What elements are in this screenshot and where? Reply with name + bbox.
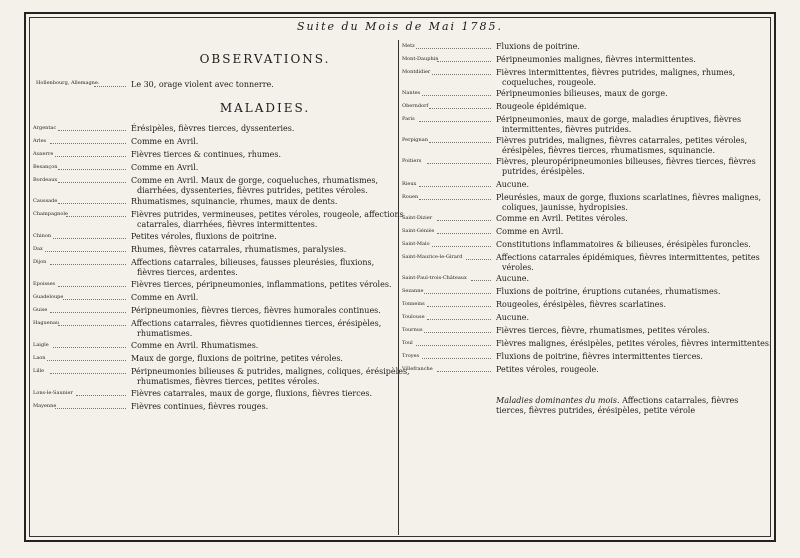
entry-text-line: coqueluches, rougeole. [502,77,596,87]
dotted-leader [424,332,491,333]
entry-text-line: Fièvres tierces, fièvre, rhumatismes, petites véroles. [496,326,710,335]
entry-place: Caussade [33,198,58,204]
dotted-leader [429,108,491,109]
dotted-leader [424,293,491,294]
dotted-leader [471,280,491,281]
entry-place: Rieux [402,181,417,187]
dotted-leader [416,345,491,346]
dominant-text: Affections catarrales, fièvres tierces, fièvres putrides, érésipèles, petite vérole [496,396,739,415]
running-head: Suite du Mois de Mai 1785. [296,20,504,33]
entry-text-line: fièvres tierces, ardentes. [137,267,238,277]
dotted-leader [94,86,126,87]
entry-text-line: Maux de gorge, fluxions de poitrine, petites véroles. [131,354,343,363]
entry-text-line: Rougeole épidémique. [496,102,587,111]
entry-place: Metz [402,43,415,49]
entry-text-line: Fièvres continues, fièvres rouges. [131,402,269,411]
entry-place: Villefranche [402,366,433,372]
entry-text-line: Petites véroles, fluxions de poitrine. [131,232,277,241]
dotted-leader [50,373,126,374]
entry-text-line: putrides, érésipèles. [502,166,585,176]
entry-text-line: Affections catarrales, fièvres quotidiennes tierces, érésipèles, [131,319,382,328]
entry-place: Auxerre [33,151,54,157]
entry-place: Toul [402,340,413,346]
dotted-leader [419,186,491,187]
entry-text-line: érésipèles, fièvres tierces, rhumatismes, squinancie. [502,145,716,155]
entry-text-line: Péripneumonies bilieuses, maux de gorge. [496,89,668,98]
entry-text-line: Fièvres putrides, malignes, fièvres catarrales, petites véroles, [496,136,748,145]
entry-place: Arles [33,138,47,144]
entry-place: Argentac [33,125,57,131]
dotted-leader [419,121,491,122]
dotted-leader [63,299,126,300]
entry-text-line: Fluxions de poitrine, fièvres intermittentes tierces. [496,352,703,361]
entry-text-line: Pleurésies, maux de gorge, fluxions scarlatines, fièvres malignes, [496,193,762,202]
maladies-heading: MALADIES. [219,101,311,115]
entry-text-line: Fluxions de poitrine. [496,42,580,51]
entry-place: Poitiers [402,158,422,164]
entry-place: Laon [33,355,46,361]
entry-text-line: Fluxions de poitrine, éruptions cutanées, rhumatismes. [496,287,721,296]
entry-place: Mont-Dauphin [402,56,439,62]
entry-text-line: Fièvres catarrales, maux de gorge, fluxions, fièvres tierces. [131,389,373,398]
dotted-leader [437,371,491,372]
entry-place: Bordeaux [33,177,58,183]
entry-text-line: Fièvres tierces & continues, rhumes. [131,150,281,159]
entry-text-line: Comme en Avril. Rhumatismes. [131,341,259,350]
dotted-leader [50,143,126,144]
dotted-leader [50,312,126,313]
entry-text-line: Fièvres intermittentes, fièvres putrides, malignes, rhumes, [496,68,736,77]
entry-place: Tonneins [402,301,425,307]
entry-place: Laigle [33,342,49,348]
entry-text-line: intermittentes, fièvres putrides. [502,124,632,134]
dotted-leader [55,156,126,157]
entry-place: Epoisses [33,281,56,287]
entry-place: Sezanne [402,288,424,294]
entry-text-line: véroles. [502,262,534,272]
entry-place: Dijon [33,259,47,265]
dotted-leader [466,259,491,260]
entry-text-line: Comme en Avril. [131,163,199,172]
entry-text-line: Petites véroles, rougeole. [496,365,599,374]
entry-place: Dax [33,246,43,252]
entry-place: Chinon [33,233,52,239]
entry-text-line: Aucune. [496,180,529,189]
entry-place: Troyes [402,353,420,359]
entry-place: Montdidier [402,69,431,75]
observation-text: Le 30, orage violent avec tonnerre. [131,80,274,89]
entry-text-line: Fièvres putrides, vermineuses, petites véroles, rougeole, affections [131,210,404,219]
entry-text-line: diarrhées, dyssenteries, fièvres putrides, petites véroles. [137,185,368,195]
entry-place: Perpignan [402,137,428,143]
entry-text-line: coliques, jaunisse, hydropisies. [502,202,628,212]
entry-place: Besançon [33,164,58,170]
entry-place: Mayenne [33,403,57,409]
entry-text-line: Péripneumonies malignes, fièvres intermittentes. [496,55,696,64]
dotted-leader [416,48,491,49]
entry-text-line: Affections catarrales épidémiques, fièvres intermittentes, petites [496,253,760,262]
entry-place: Tournus [402,327,423,333]
dotted-leader [58,182,126,183]
dotted-leader [419,199,491,200]
entry-place: Paris [402,116,415,122]
entry-text-line: Érésipèles, fièvres tierces, dyssenteries. [131,124,295,133]
dotted-leader [437,233,491,234]
entry-place: Saint-Géniès [402,228,435,234]
entry-text-line: Comme en Avril. Maux de gorge, coqueluches, rhumatismes, [131,176,378,185]
dotted-leader [58,130,126,131]
observations-heading: OBSERVATIONS. [199,52,331,66]
entry-text-line: Péripneumonies, maux de gorge, maladies éruptives, fièvres [496,115,742,124]
entry-text-line: Comme en Avril. [131,293,199,302]
dotted-leader [422,358,491,359]
entry-text-line: Aucune. [496,274,529,283]
dominant-label: Maladies dominantes du mois. [496,396,620,405]
entry-place: Guise [33,307,48,313]
entry-place: Nantes [402,90,421,96]
dotted-leader [427,319,491,320]
dotted-leader [58,169,126,170]
entry-place: Saint-Paul-trois-Châteaux [402,275,467,281]
entry-place: Rouen [402,194,419,200]
dotted-leader [427,306,491,307]
dotted-leader [58,286,126,287]
entry-place: Champagnole [33,211,68,217]
dotted-leader [58,325,126,326]
entry-place: Guadeloupe [33,294,64,300]
dotted-leader [429,142,491,143]
entry-text-line: Fièvres, pleuropéripneumonies bilieuses, fièvres tierces, fièvres [496,157,756,166]
entry-text-line: Rhumes, fièvres catarrales, rhumatismes, paralysies. [131,245,347,254]
entry-text-line: Comme en Avril. Petites véroles. [496,214,628,223]
entry-place: Oberndorf [402,103,429,109]
dominant-diseases [496,396,766,416]
entry-text-line: catarrales, diarrhées, fièvres intermittentes. [137,219,318,229]
dotted-leader [45,251,126,252]
dotted-leader [437,61,491,62]
entry-text-line: Fièvres tierces, péripneumonies, inflammations, petites véroles. [131,280,392,289]
entry-place: Saint-Maurice-le-Girard [402,254,463,260]
entry-place: Lille [33,368,45,374]
entry-text-line: rhumatismes. [137,328,193,338]
dotted-leader [76,395,126,396]
entry-text-line: rhumatismes, fièvres tierces, petites véroles. [137,376,320,386]
dotted-leader [47,360,126,361]
dotted-leader [422,95,491,96]
entry-text-line: Comme en Avril. [131,137,199,146]
dotted-leader [50,264,126,265]
dotted-leader [53,347,126,348]
dotted-leader [55,408,126,409]
entry-text-line: Rhumatismes, squinancie, rhumes, maux de dents. [131,197,338,206]
entry-text-line: Péripneumonies, fièvres tierces, fièvres humorales continues. [131,306,381,315]
entry-place: Saint-Malo [402,241,430,247]
entry-place: Toulouse [402,314,425,320]
dotted-leader [432,74,491,75]
dotted-leader [58,203,126,204]
entry-text-line: Affections catarrales, bilieuses, fausses pleurésies, fluxions, [131,258,375,267]
entry-text-line: Péripneumonies bilieuses & putrides, malignes, coliques, érésipèles, [131,367,410,376]
dotted-leader [66,216,126,217]
entry-place: Lons-le-Saunier [33,390,73,396]
entry-text-line: Fièvres malignes, érésipèles, petites véroles, fièvres intermittentes. [496,339,772,348]
entry-text-line: Aucune. [496,313,529,322]
dotted-leader [432,246,491,247]
dotted-leader [53,238,126,239]
observation-place: Hollenbourg, Allemagne. [36,80,100,86]
dotted-leader [437,220,491,221]
entry-place: Saint-Dizier [402,215,433,221]
entry-text-line: Comme en Avril. [496,227,564,236]
entry-text-line: Rougeoles, érésipèles, fièvres scarlatines. [496,300,667,309]
entry-text-line: Constitutions inflammatoires & bilieuses, érésipèles furoncles. [496,240,751,249]
dotted-leader [427,163,491,164]
entry-place: Haguenau [33,320,60,326]
